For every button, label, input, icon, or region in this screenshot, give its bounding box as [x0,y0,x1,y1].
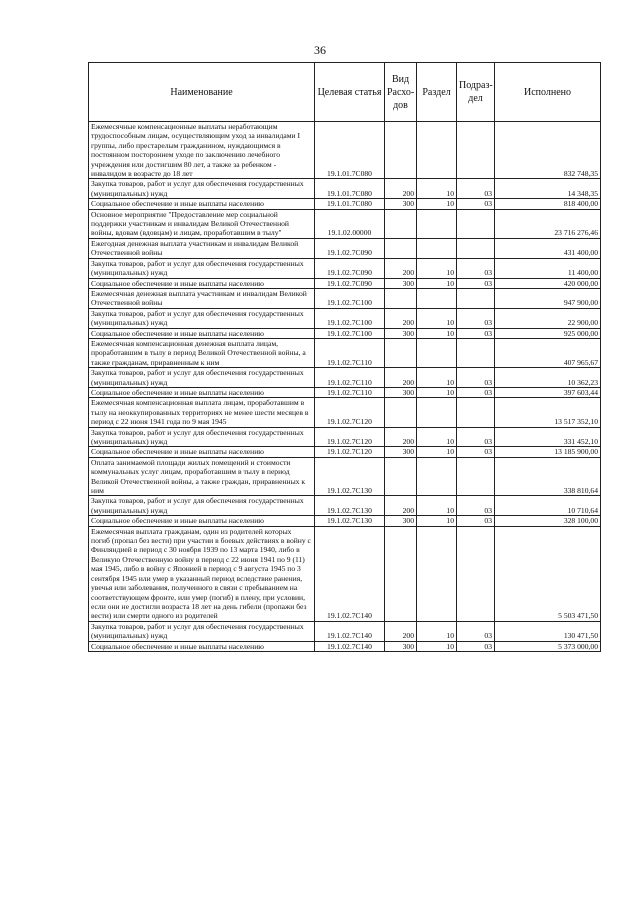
row-subsection [457,457,495,496]
row-kind: 200 [385,258,417,278]
row-amount: 818 400,00 [495,199,601,209]
row-target-code: 19.1.02.7С140 [315,621,385,641]
row-kind [385,209,417,238]
table-row [89,209,601,238]
row-section: 10 [417,496,457,516]
row-section: 10 [417,179,457,199]
row-section [417,457,457,496]
row-amount: 10 362,23 [495,368,601,388]
row-kind: 300 [385,641,417,651]
row-subsection [457,526,495,621]
table-row [89,641,601,651]
row-amount: 13 185 900,00 [495,447,601,457]
row-kind: 300 [385,387,417,397]
row-target-code: 19.1.02.7С130 [315,496,385,516]
row-name: Ежемесячная денежная выплата участникам и инвалидам Великой Отечественной войны [89,288,315,308]
row-target-code: 19.1.02.7С090 [315,278,385,288]
row-target-code: 19.1.02.7С130 [315,516,385,526]
table-row [89,516,601,526]
row-kind [385,338,417,367]
row-target-code: 19.1.02.7С110 [315,387,385,397]
row-amount: 947 900,00 [495,288,601,308]
row-target-code: 19.1.02.7С100 [315,308,385,328]
row-amount: 328 100,00 [495,516,601,526]
row-amount: 407 965,67 [495,338,601,367]
table-row [89,338,601,367]
row-subsection: 03 [457,447,495,457]
row-amount: 130 471,50 [495,621,601,641]
row-name: Ежемесячная компенсационная выплата лицам, проработавшим в тылу на неоккупированных территориях не менее шести месяцев в период с 22 июня 1941 года по 9 мая 1945 [89,398,315,427]
table-row [89,258,601,278]
row-subsection: 03 [457,199,495,209]
table-row [89,179,601,199]
row-subsection [457,122,495,179]
row-name: Ежемесячная компенсационная денежная выплата лицам, проработавшим в тылу в период Великой Отечественной войны, а также гражданам, приравненным к ним [89,338,315,367]
row-amount: 10 710,64 [495,496,601,516]
row-section: 10 [417,516,457,526]
table-row [89,621,601,641]
row-subsection: 03 [457,368,495,388]
row-kind: 300 [385,328,417,338]
row-target-code: 19.1.01.7С080 [315,122,385,179]
header-name: Наименование [89,63,315,122]
table-row [89,238,601,258]
row-amount: 338 810,64 [495,457,601,496]
row-amount: 397 603,44 [495,387,601,397]
row-subsection [457,209,495,238]
row-section: 10 [417,308,457,328]
row-name: Ежегодная денежная выплата участникам и инвалидам Великой Отечественной войны [89,238,315,258]
row-target-code: 19.1.02.7С100 [315,288,385,308]
row-section: 10 [417,641,457,651]
row-amount: 331 452,10 [495,427,601,447]
row-amount: 11 400,00 [495,258,601,278]
row-target-code: 19.1.02.7С090 [315,238,385,258]
row-subsection: 03 [457,496,495,516]
row-section: 10 [417,447,457,457]
row-kind: 300 [385,199,417,209]
table-row [89,526,601,621]
row-section: 10 [417,199,457,209]
row-target-code: 19.1.02.00000 [315,209,385,238]
row-section: 10 [417,328,457,338]
table-row [89,288,601,308]
table-row [89,199,601,209]
row-section [417,338,457,367]
row-name: Основное мероприятие "Предоставление мер социальной поддержки участникам и инвалидам Великой Отечественной войны, вдовам (вдовцам) и лицам, проработавшим в тылу" [89,209,315,238]
row-target-code: 19.1.02.7С090 [315,258,385,278]
row-amount: 925 000,00 [495,328,601,338]
row-kind: 300 [385,516,417,526]
row-kind: 200 [385,496,417,516]
row-name: Закупка товаров, работ и услуг для обеспечения государственных (муниципальных) нужд [89,621,315,641]
row-subsection: 03 [457,641,495,651]
row-target-code: 19.1.02.7С110 [315,368,385,388]
row-name: Закупка товаров, работ и услуг для обеспечения государственных (муниципальных) нужд [89,427,315,447]
row-section [417,398,457,427]
row-kind: 200 [385,308,417,328]
row-kind [385,122,417,179]
row-subsection [457,398,495,427]
row-subsection: 03 [457,427,495,447]
row-kind: 200 [385,621,417,641]
row-amount: 5 373 000,00 [495,641,601,651]
row-target-code: 19.1.02.7С120 [315,427,385,447]
row-name: Социальное обеспечение и иные выплаты населению [89,447,315,457]
row-subsection: 03 [457,387,495,397]
row-name: Закупка товаров, работ и услуг для обеспечения государственных (муниципальных) нужд [89,308,315,328]
table-row [89,398,601,427]
header-subsection: Подраз-дел [457,63,495,122]
row-kind [385,398,417,427]
page-number: 36 [314,43,326,57]
row-name: Социальное обеспечение и иные выплаты населению [89,278,315,288]
row-name: Ежемесячные компенсационные выплаты неработающим трудоспособным лицам, осуществляющим уход за инвалидами I группы, либо престарелым гражданином, нуждающимся в постоянном постороннем уходе по заключению лечебного учреждения или достигшим 80 лет, а также за ребенком - инвалидом в возрасте до 18 лет [89,122,315,179]
row-subsection: 03 [457,621,495,641]
row-subsection [457,288,495,308]
row-name: Ежемесячная выплата гражданам, один из родителей которых погиб (пропал без вести) при участии в боевых действиях в войну с Финляндией в период с 30 ноября 1939 по 13 марта 1940, либо в Великую Отечественную войну в период с 22 июня 1941 по 9 (11) мая 1945, либо в войну с Японией в период с 9 августа 1945 по 3 сентября 1945 или умер в указанный период вследствие ранения, увечья или заболевания, полученного в связи с пребыванием на соответствующем фронте, или умер (погиб) в плену, при условии, если они не достигли возраста 18 лет на день гибели (пропажи без вести) или смерти одного из родителей [89,526,315,621]
row-section [417,526,457,621]
row-name: Закупка товаров, работ и услуг для обеспечения государственных (муниципальных) нужд [89,368,315,388]
row-subsection: 03 [457,516,495,526]
row-section [417,238,457,258]
row-target-code: 19.1.02.7С120 [315,398,385,427]
row-name: Закупка товаров, работ и услуг для обеспечения государственных (муниципальных) нужд [89,496,315,516]
row-amount: 13 517 352,10 [495,398,601,427]
row-section [417,288,457,308]
row-subsection [457,238,495,258]
row-amount: 22 900,00 [495,308,601,328]
row-name: Социальное обеспечение и иные выплаты населению [89,328,315,338]
row-amount: 23 716 276,46 [495,209,601,238]
table-body [89,122,601,652]
row-subsection: 03 [457,328,495,338]
row-kind: 300 [385,278,417,288]
row-subsection: 03 [457,308,495,328]
table-row [89,457,601,496]
row-kind: 200 [385,179,417,199]
header-section: Раздел [417,63,457,122]
row-section: 10 [417,258,457,278]
row-section: 10 [417,387,457,397]
row-name: Социальное обеспечение и иные выплаты населению [89,641,315,651]
row-target-code: 19.1.02.7С100 [315,328,385,338]
row-subsection: 03 [457,179,495,199]
row-target-code: 19.1.02.7С140 [315,526,385,621]
header-executed: Исполнено [495,63,601,122]
row-amount: 431 400,00 [495,238,601,258]
row-amount: 5 503 471,50 [495,526,601,621]
header-kind: Вид Расхо-дов [385,63,417,122]
table-row [89,387,601,397]
row-section: 10 [417,368,457,388]
row-target-code: 19.1.01.7С080 [315,179,385,199]
table-row [89,278,601,288]
row-target-code: 19.1.02.7С140 [315,641,385,651]
row-section: 10 [417,427,457,447]
row-name: Оплата занимаемой площади жилых помещений и стоимости коммунальных услуг лицам, проработавшим в тылу в период Великой Отечественной войны, а также граждан, приравненных к ним [89,457,315,496]
table-row [89,122,601,179]
row-kind [385,238,417,258]
row-section: 10 [417,278,457,288]
row-amount: 832 748,35 [495,122,601,179]
table-header-row [89,63,601,122]
row-kind [385,526,417,621]
row-name: Социальное обеспечение и иные выплаты населению [89,387,315,397]
row-name: Социальное обеспечение и иные выплаты населению [89,199,315,209]
row-section: 10 [417,621,457,641]
row-kind [385,457,417,496]
table-row [89,447,601,457]
row-target-code: 19.1.02.7С130 [315,457,385,496]
row-subsection: 03 [457,258,495,278]
row-kind: 300 [385,447,417,457]
row-subsection [457,338,495,367]
row-name: Социальное обеспечение и иные выплаты населению [89,516,315,526]
table-row [89,427,601,447]
row-kind: 200 [385,368,417,388]
row-amount: 420 000,00 [495,278,601,288]
row-section [417,209,457,238]
row-target-code: 19.1.02.7С110 [315,338,385,367]
row-kind: 200 [385,427,417,447]
row-name: Закупка товаров, работ и услуг для обеспечения государственных (муниципальных) нужд [89,179,315,199]
row-subsection: 03 [457,278,495,288]
table-row [89,496,601,516]
row-amount: 14 348,35 [495,179,601,199]
row-name: Закупка товаров, работ и услуг для обеспечения государственных (муниципальных) нужд [89,258,315,278]
budget-table [88,62,601,652]
row-target-code: 19.1.02.7С120 [315,447,385,457]
row-target-code: 19.1.01.7С080 [315,199,385,209]
row-section [417,122,457,179]
table-row [89,328,601,338]
row-kind [385,288,417,308]
header-target: Целевая статья [315,63,385,122]
table-row [89,308,601,328]
table-row [89,368,601,388]
